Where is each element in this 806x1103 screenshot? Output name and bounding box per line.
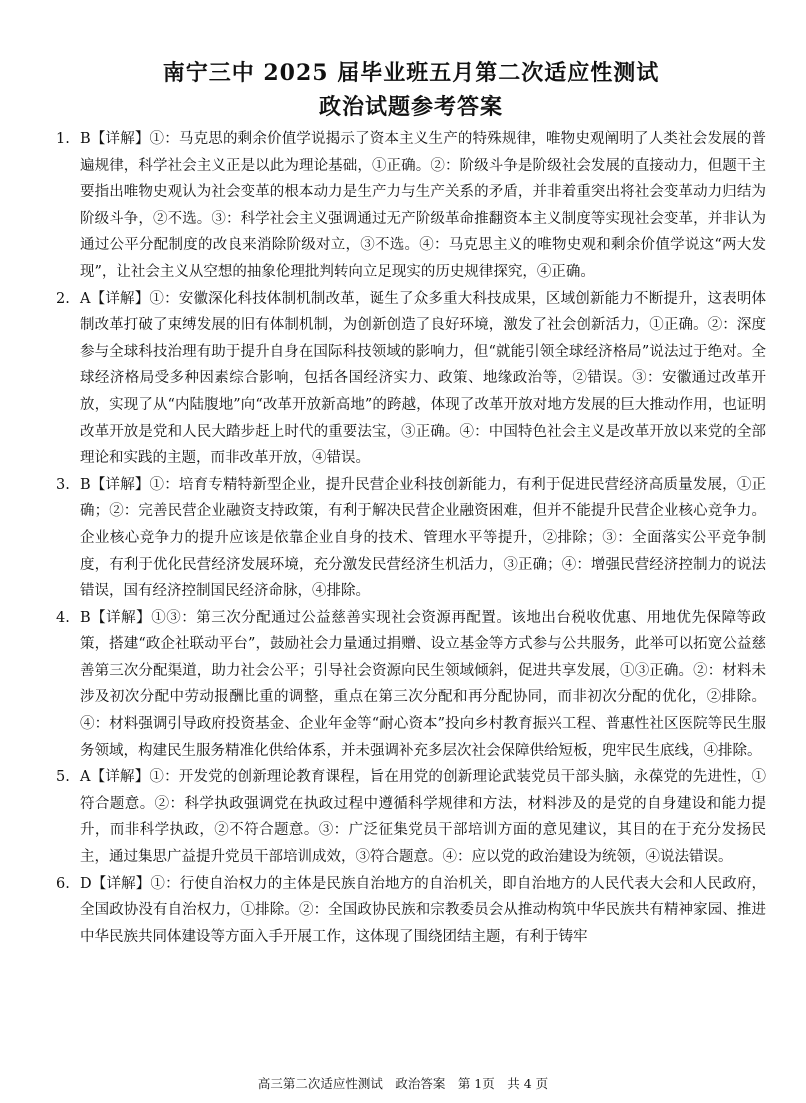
- answer-item-1: [56, 126, 766, 286]
- page-footer: 高三第二次适应性测试 政治答案 第 1页 共 4 页: [257, 1076, 549, 1091]
- item-number: 4.: [56, 609, 70, 626]
- item-number: 1.: [56, 131, 70, 147]
- item-text: A【详解】①：安徽深化科技体制机制改革，诞生了众多重大科技成果，区域创新能力不断提升，这表明体制改革打破了束缚发展的旧有体制机制，为创新创造了良好环境，激发了社会创新活力，①正确。②：深度参与全球科技治理有助于提升自身在国际科技领域的影响力，但“就能引领全球经济格局”说法过于绝对。全球经济格局受多种因素综合影响，包括各国经济实力、政策、地缘政治等，②错误。③：安徽通过改革开放，实现了从“内陆腹地”向“改革开放新高地”的跨越，体现了改革开放对地方发展的巨大推动作用，也证明改革开放是党和人民大踏步赶上时代的重要法宝，③正确。④：中国特色社会主义是改革开放以来党的全部理论和实践的主题，而非改革开放，④错误。: [80, 290, 766, 467]
- item-number: 3.: [56, 476, 70, 493]
- item-text: B【详解】①：马克思的剩余价值学说揭示了资本主义生产的特殊规律，唯物史观阐明了人类社会发展的普遍规律，科学社会主义正是以此为理论基础，①正确。②：阶级斗争是阶级社会发展的直接动力，但题干主要指出唯物史观认为社会变革的根本动力是生产力与生产关系的矛盾，并非着重突出将社会变革动力归结为阶级斗争，②不选。③：科学社会主义强调通过无产阶级革命推翻资本主义制度等实现社会变革，并非认为通过公平分配制度的改良来消除阶级对立，③不选。④：马克思主义的唯物史观和剩余价值学说这“两大发现”，让社会主义从空想的抽象伦理批判转向立足现实的历史规律探究，④正确。: [80, 131, 766, 280]
- document-title: 南宁三中 2025 届毕业班五月第二次适应性测试: [162, 60, 660, 86]
- item-text: B【详解】①：培育专精特新型企业，提升民营企业科技创新能力，有利于促进民营经济高质量发展，①正确；②：完善民营企业融资支持政策，有利于解决民营企业融资困难，但并不能提升民营企业核心竞争力。企业核心竞争力的提升应该是依靠企业自身的技术、管理水平等提升，②排除；③：全面落实公平竞争制度，有利于优化民营经济发展环境，充分激发民营经济生机活力，③正确；④：增强民营经济控制力的说法错误，国有经济控制国民经济命脉，④排除。: [80, 476, 766, 600]
- item-text: B【详解】①③：第三次分配通过公益慈善实现社会资源再配置。该地出台税收优惠、用地优先保障等政策，搭建“政企社联动平台”，鼓励社会力量通过捐赠、设立基金等方式参与公共服务，此举可以拓宽公益慈善第三次分配渠道，助力社会公平；引导社会资源向民生领域倾斜，促进共享发展，①③正确。②：材料未涉及初次分配中劳动报酬比重的调整，重点在第三次分配和再分配协同，而非初次分配的优化，②排除。④：材料强调引导政府投资基金、企业年金等“耐心资本”投向乡村教育振兴工程、普惠性社区医院等民生服务领域，构建民生服务精准化供给体系，并未强调补充多层次社会保障供给短板，兜牢民生底线，④排除。: [80, 609, 766, 759]
- item-text: A【详解】①：开发党的创新理论教育课程，旨在用党的创新理论武装党员干部头脑，永葆党的先进性，①符合题意。②：科学执政强调党在执政过程中遵循科学规律和方法，材料涉及的是党的自身建设和能力提升，而非科学执政，②不符合题意。③：广泛征集党员干部培训方面的意见建议，其目的在于充分发扬民主，通过集思广益提升党员干部培训成效，③符合题意。④：应以党的政治建设为统领，④说法错误。: [80, 769, 766, 866]
- answer-item-2: [56, 286, 766, 472]
- answer-item-3: [56, 472, 766, 605]
- item-number: 2.: [56, 290, 70, 307]
- document-subtitle: 政治试题参考答案: [318, 94, 503, 120]
- item-number: 5.: [56, 769, 70, 786]
- answer-item-5: [56, 764, 766, 870]
- item-text: D【详解】①：行使自治权力的主体是民族自治地方的自治机关，即自治地方的人民代表大会和人民政府，全国政协没有自治权力，①排除。②：全国政协民族和宗教委员会从推动构筑中华民族共有精神家园、推进中华民族共同体建设等方面入手开展工作，这体现了围绕团结主题，有利于铸牢: [80, 875, 766, 945]
- item-number: 6.: [56, 875, 70, 892]
- answer-item-4: [56, 605, 766, 765]
- answer-item-6: [56, 871, 766, 951]
